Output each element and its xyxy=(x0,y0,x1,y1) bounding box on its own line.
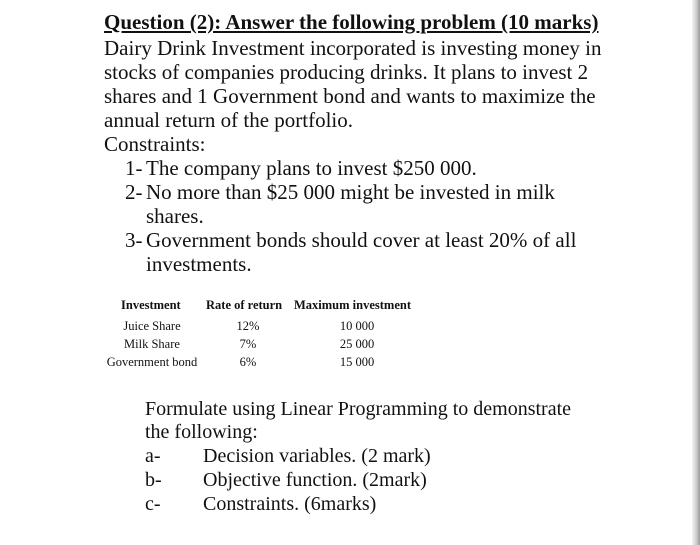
item-text: Constraints. (6marks) xyxy=(203,493,377,515)
item-text: Decision variables. (2 mark) xyxy=(203,445,431,467)
table-cell: 25 000 xyxy=(339,337,375,351)
intro-line: stocks of companies producing drinks. It plans to invest 2 xyxy=(104,60,589,84)
constraints-label: Constraints: xyxy=(104,132,206,156)
intro-line: annual return of the portfolio. xyxy=(104,108,354,132)
constraint-text: Government bonds should cover at least 20% of all xyxy=(146,228,577,252)
question-heading: Question (2): Answer the following problem (10 marks) xyxy=(104,10,599,34)
table-cell: Juice Share xyxy=(123,319,181,333)
table-cell: 12% xyxy=(236,319,260,333)
constraint-text: shares. xyxy=(146,204,204,228)
constraint-number: 3- xyxy=(125,228,143,252)
item-letter: a- xyxy=(145,445,161,467)
constraint-text: The company plans to invest $250 000. xyxy=(146,156,477,180)
table-cell: Milk Share xyxy=(124,337,180,351)
table-header-investment: Investment xyxy=(121,298,181,312)
table-cell: 10 000 xyxy=(339,319,375,333)
table-cell: 15 000 xyxy=(339,355,375,369)
intro-line: Dairy Drink Investment incorporated is investing money in xyxy=(104,36,602,60)
table-header-rate: Rate of return xyxy=(206,298,283,312)
constraint-text: No more than $25 000 might be invested in milk xyxy=(146,180,555,204)
page-edge-shadow xyxy=(692,0,700,545)
constraint-number: 1- xyxy=(125,156,143,180)
constraint-text: investments. xyxy=(146,252,252,276)
constraint-number: 2- xyxy=(125,180,143,204)
table-header-max: Maximum investment xyxy=(294,298,411,312)
table-cell: 6% xyxy=(239,355,257,369)
item-letter: b- xyxy=(145,469,162,491)
table-cell: Government bond xyxy=(106,355,198,369)
table-cell: 7% xyxy=(239,337,257,351)
formulate-line: Formulate using Linear Programming to demonstrate xyxy=(145,398,572,420)
formulate-line: the following: xyxy=(145,421,258,443)
item-text: Objective function. (2mark) xyxy=(203,469,427,491)
intro-line: shares and 1 Government bond and wants to maximize the xyxy=(104,84,596,108)
item-letter: c- xyxy=(145,493,161,515)
